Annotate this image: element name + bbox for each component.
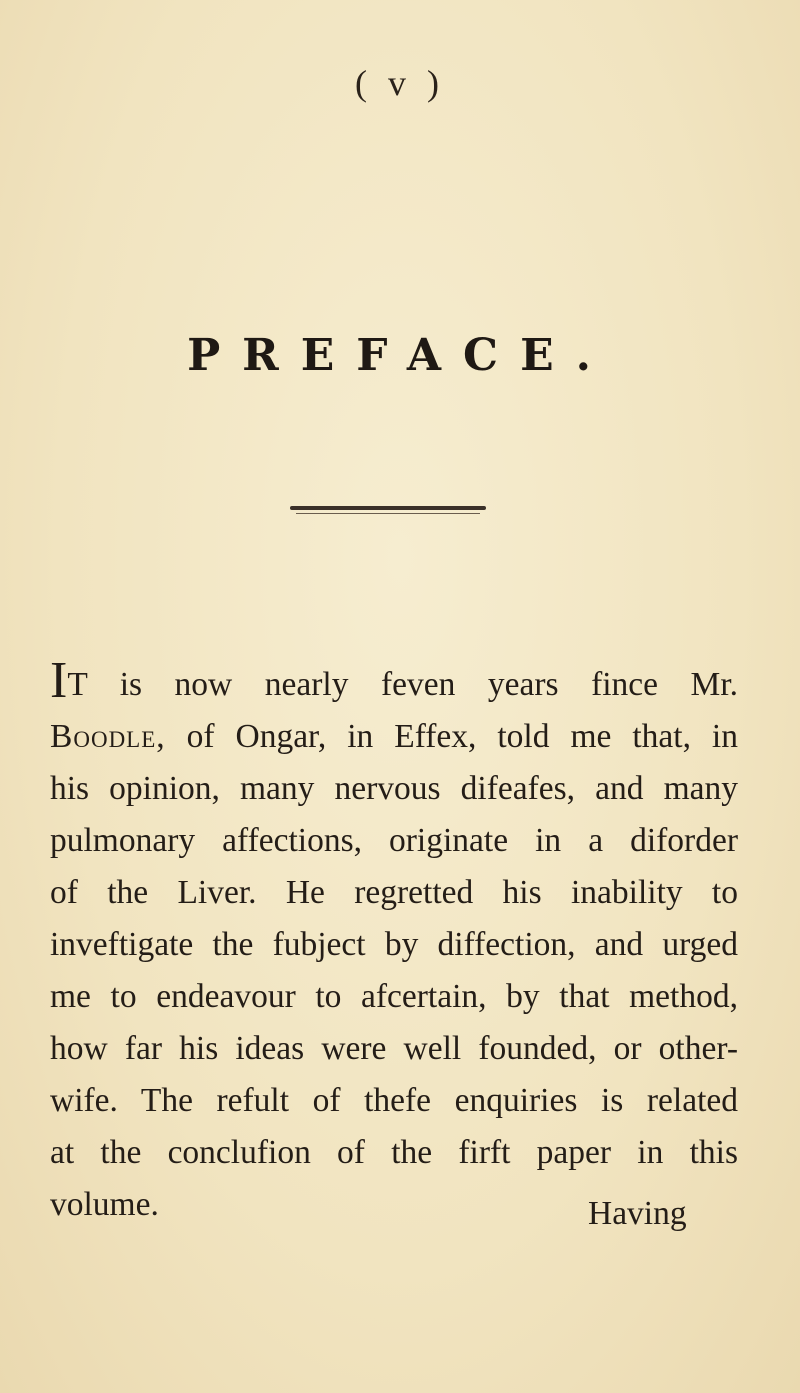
- text-line: me to endeavour to afcertain, by that method,: [50, 978, 738, 1015]
- text-line: volume.: [50, 1186, 159, 1223]
- text-line: Boodle, of Ongar, in Effex, told me that, in: [50, 718, 738, 755]
- text-line: his opinion, many nervous difeafes, and many: [50, 770, 738, 807]
- text-line: wife. The refult of thefe enquiries is related: [50, 1082, 738, 1119]
- preface-body: [50, 652, 738, 1231]
- text-line: at the conclufion of the firft paper in this: [50, 1134, 738, 1171]
- text-line: how far his ideas were well founded, or other-: [50, 1030, 738, 1067]
- preface-heading: PREFACE.: [187, 330, 613, 381]
- name-boodle: Boodle,: [50, 718, 166, 755]
- initial-letter: I: [50, 652, 68, 709]
- text-line: pulmonary affections, originate in a diforder: [50, 822, 738, 859]
- text-line: of the Liver. He regretted his inability to: [50, 874, 738, 911]
- ornamental-rule: [290, 506, 486, 510]
- page-number: ( v ): [355, 63, 445, 103]
- ornamental-rule-underline: [296, 513, 480, 514]
- text-line: IT is now nearly feven years fince Mr.: [50, 652, 738, 709]
- text-line: inveftigate the fubject by diffection, and urged: [50, 926, 738, 963]
- catchword: Having: [588, 1195, 687, 1232]
